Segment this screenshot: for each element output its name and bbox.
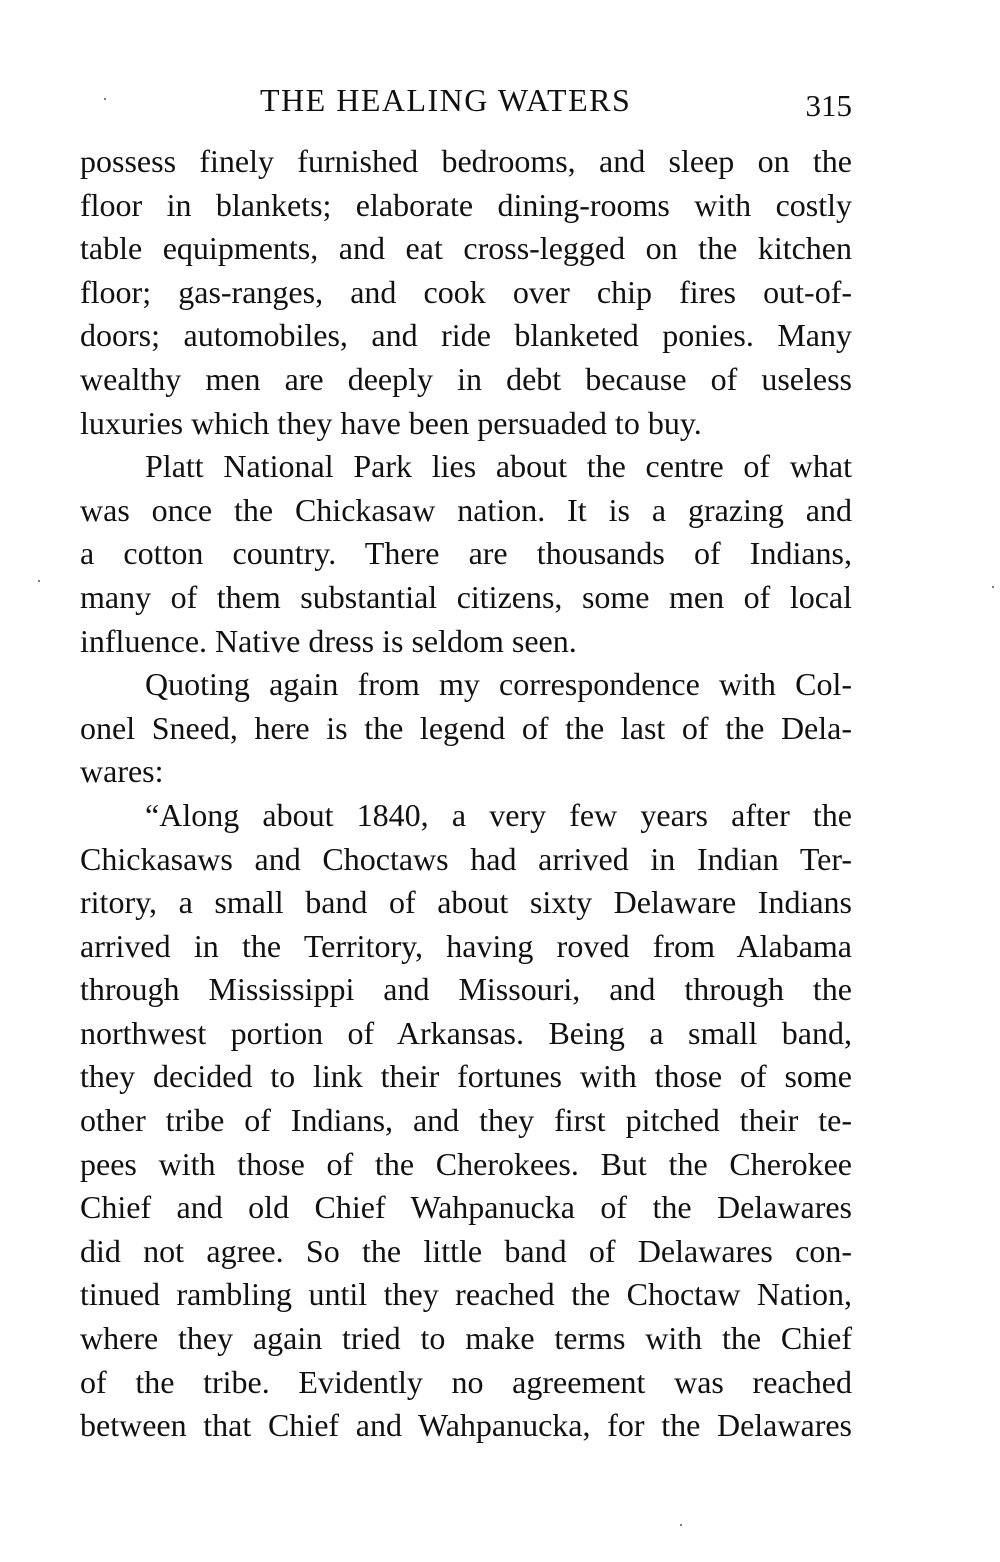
text-line: Chief and old Chief Wahpanucka of the Delawares [80,1189,852,1226]
text-line: arrived in the Territory, having roved from Alabama [80,927,852,964]
text-line: of the tribe. Evidently no agreement was reached [80,1363,852,1400]
text-line: other tribe of Indians, and they first pitched their te- [80,1102,852,1139]
text-line: through Mississippi and Missouri, and through the [80,971,852,1008]
text-line: floor; gas-ranges, and cook over chip fires out-of- [80,273,852,310]
text-line: doors; automobiles, and ride blanketed ponies. Many [80,317,852,354]
scan-speck [992,586,994,588]
text-line: luxuries which they have been persuaded to buy. [80,404,702,441]
text-line: wealthy men are deeply in debt because of useless [80,360,852,397]
paragraph-3 [80,663,852,794]
text-line: many of them substantial citizens, some men of local [80,578,852,615]
text-line: a cotton country. There are thousands of Indians, [80,535,852,572]
text-line: was once the Chickasaw nation. It is a grazing and [80,491,852,528]
text-line: table equipments, and eat cross-legged on the kitchen [80,230,852,267]
running-title: THE HEALING WATERS [260,82,632,118]
text-line: Chickasaws and Choctaws had arrived in Indian Ter- [80,840,852,877]
text-line: ritory, a small band of about sixty Delaware Indians [80,884,852,921]
text-line: tinued rambling until they reached the Choctaw Nation, [80,1276,852,1313]
text-line: where they again tried to make terms with the Chief [80,1320,852,1357]
scan-speck [680,1524,682,1526]
page-number: 315 [805,88,852,123]
text-line: pees with those of the Cherokees. But the Cherokee [80,1145,852,1182]
text-line: they decided to link their fortunes with those of some [80,1058,852,1095]
scan-speck [38,580,40,582]
text-line: did not agree. So the little band of Delawares con- [80,1232,852,1269]
text-line: Platt National Park lies about the centre of what [145,448,852,485]
body-text [80,140,852,1448]
paragraph-4 [80,794,852,1448]
text-line: possess finely furnished bedrooms, and sleep on the [80,143,852,179]
text-line: wares: [80,753,164,790]
text-line: influence. Native dress is seldom seen. [80,622,577,659]
running-head [80,78,852,126]
text-line: northwest portion of Arkansas. Being a small band, [80,1014,852,1051]
paragraph-2 [80,445,852,663]
scan-speck [104,98,106,100]
paragraph-1 [80,140,852,445]
text-line: between that Chief and Wahpanucka, for the Delawares [80,1407,852,1444]
text-line: “Along about 1840, a very few years after the [145,796,852,833]
text-line: Quoting again from my correspondence with Col- [145,666,852,703]
text-line: floor in blankets; elaborate dining-rooms with costly [80,186,852,223]
text-line: onel Sneed, here is the legend of the last of the Dela- [80,709,852,746]
